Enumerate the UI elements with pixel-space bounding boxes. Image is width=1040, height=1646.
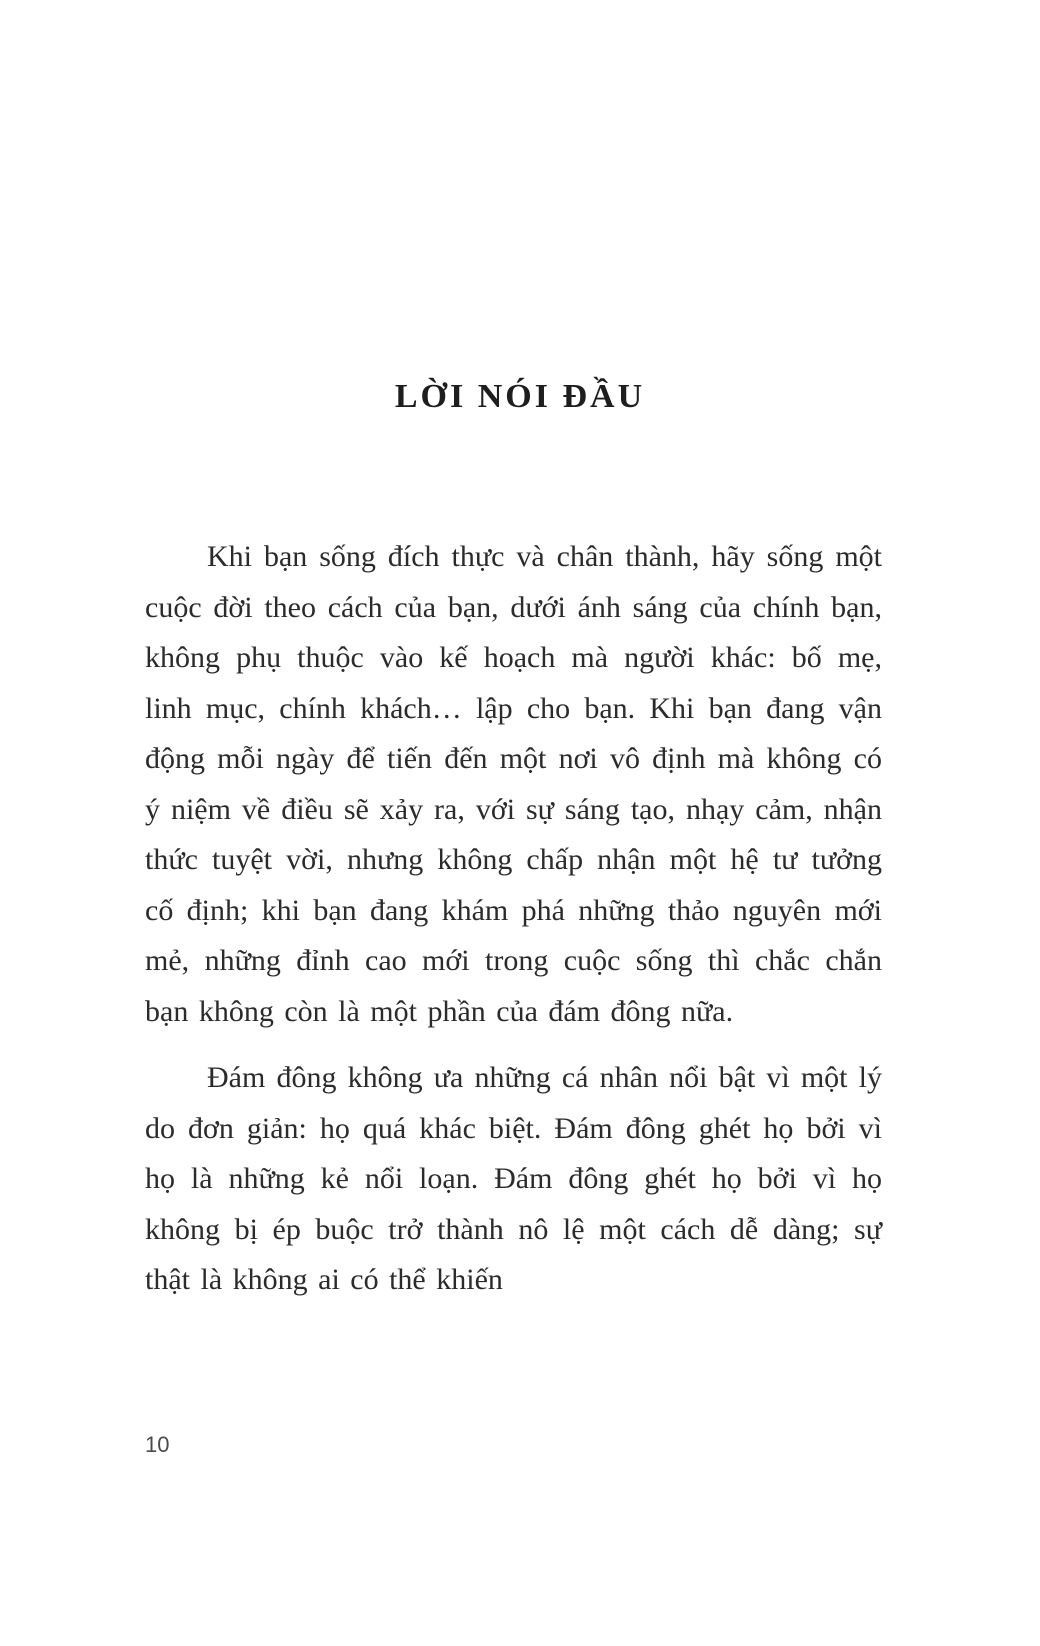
- paragraph-1: Khi bạn sống đích thực và chân thành, hãy sống một cuộc đời theo cách của bạn, dưới ánh sáng của chính bạn, không phụ thuộc vào kế hoạch mà người khác: bố mẹ, linh mục, chính khách… lập cho bạn. Khi bạn đang vận động mỗi ngày để tiến đến một nơi vô định mà không có ý niệm về điều sẽ xảy ra, với sự sáng tạo, nhạy cảm, nhận thức tuyệt vời, nhưng không chấp nhận một hệ tư tưởng cố định; khi bạn đang khám phá những thảo nguyên mới mẻ, những đỉnh cao mới trong cuộc sống thì chắc chắn bạn không còn là một phần của đám đông nữa.: [145, 540, 882, 1028]
- page-number: 10: [145, 1432, 170, 1457]
- chapter-title: LỜI NÓI ĐẦU: [394, 378, 646, 415]
- text-block: [145, 532, 882, 1322]
- paragraph-2: Đám đông không ưa những cá nhân nổi bật vì một lý do đơn giản: họ quá khác biệt. Đám đông ghét họ bởi vì họ là những kẻ nổi loạn. Đám đông ghét họ bởi vì họ không bị ép buộc trở thành nô lệ một cách dễ dàng; sự thật là không ai có thể khiến: [145, 1061, 882, 1296]
